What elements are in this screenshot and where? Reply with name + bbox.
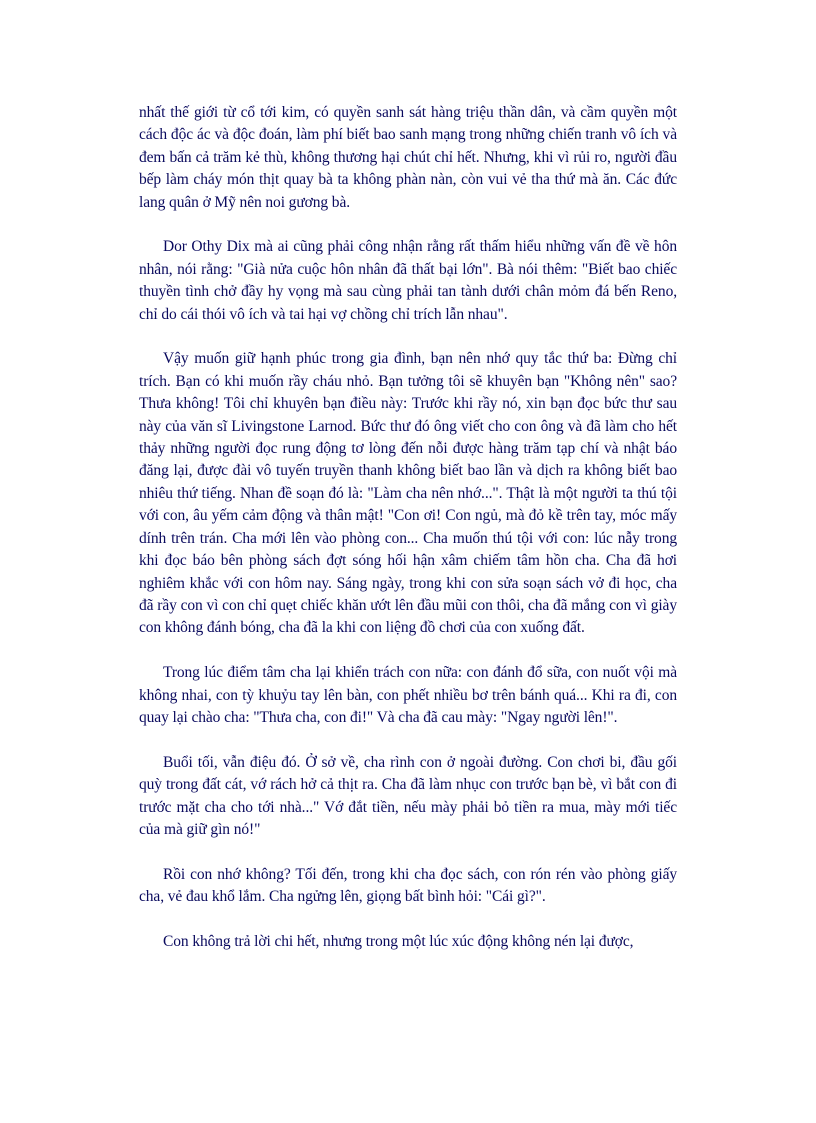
document-page — [139, 102, 677, 976]
paragraph-7: Con không trả lời chi hết, nhưng trong một lúc xúc động không nén lại được, — [163, 932, 634, 950]
paragraph-6: Rồi con nhớ không? Tối đến, trong khi cha đọc sách, con rón rén vào phòng giấy cha, vẻ đau khổ lắm. Cha ngửng lên, giọng bất bình hỏi: "Cái gì?". — [139, 865, 677, 906]
paragraph-2: Dor Othy Dix mà ai cũng phải công nhận rằng rất thấm hiểu những vấn đề về hôn nhân, nói rằng: "Già nửa cuộc hôn nhân đã thất bại lớn". Bà nói thêm: "Biết bao chiếc thuyền tình chở đầy hy vọng mà sau cùng phải tan tành dưới chân mỏm đá bến Reno, chỉ do cái thói vô ích và tai hại vợ chồng chỉ trích lẫn nhau". — [139, 238, 677, 323]
paragraph-5: Buổi tối, vẫn điệu đó. Ở sở về, cha rình con ở ngoài đường. Con chơi bi, đầu gối quỳ trong đất cát, vớ rách hở cả thịt ra. Cha đã làm nhục con trước bạn bè, vì bắt con đi trước mặt cha cho tới nhà..." Vớ đắt tiền, nếu mày phải bỏ tiền ra mua, mày mới tiếc của mà giữ gìn nó!" — [139, 753, 677, 838]
paragraph-4: Trong lúc điểm tâm cha lại khiển trách con nữa: con đánh đổ sữa, con nuốt vội mà không nhai, con tỳ khuỷu tay lên bàn, con phết nhiều bơ trên bánh quá... Khi ra đi, con quay lại chào cha: "Thưa cha, con đi!" Và cha đã cau mày: "Ngay người lên!". — [139, 664, 677, 726]
paragraph-1: nhất thế giới từ cổ tới kim, có quyền sanh sát hàng triệu thần dân, và cầm quyền một cách độc ác và độc đoán, làm phí biết bao sanh mạng trong những chiến tranh vô ích và đem bấn cả trăm kẻ thù, không thương hại chút chỉ hết. Nhưng, khi vì rủi ro, người đầu bếp làm cháy món thịt quay bà ta không phàn nàn, còn vui vẻ tha thứ mà ăn. Các đức lang quân ở Mỹ nên noi gương bà. — [139, 104, 677, 211]
paragraph-3: Vậy muốn giữ hạnh phúc trong gia đình, bạn nên nhớ quy tắc thứ ba: Đừng chỉ trích. Bạn có khi muốn rầy cháu nhỏ. Bạn tưởng tôi sẽ khuyên bạn "Không nên" sao? Thưa không! Tôi chỉ khuyên bạn điều này: Trước khi rầy nó, xin bạn đọc bức thư sau này của văn sĩ Livingstone Larnod. Bức thư đó ông viết cho con ông và đã làm cho hết thảy những người đọc rung động tơ lòng đến nỗi được hàng trăm tạp chí và nhật báo đăng lại, được đài vô tuyến truyền thanh không biết bao lần và dịch ra không biết bao nhiêu thứ tiếng. Nhan đề soạn đó là: "Làm cha nên nhớ...". Thật là một người ta thú tội với con, âu yếm cảm động và thân mật! "Con ơi! Con ngủ, mà đỏ kề trên tay, móc mấy dính trên trán. Cha mới lên vào phòng con... Cha muốn thú tội với con: lúc nẫy trong khi đọc báo bên phòng sách đợt sóng hối hận xâm chiếm tâm hồn cha. Cha đã hơi nghiêm khắc với con hôm nay. Sáng ngày, trong khi con sửa soạn sách vở đi học, cha đã rầy con vì con chỉ quẹt chiếc khăn ướt lên đầu mũi con thôi, cha đã mắng con vì giày con không đánh bóng, cha đã la khi con liệng đồ chơi của con xuống đất. — [139, 350, 677, 637]
